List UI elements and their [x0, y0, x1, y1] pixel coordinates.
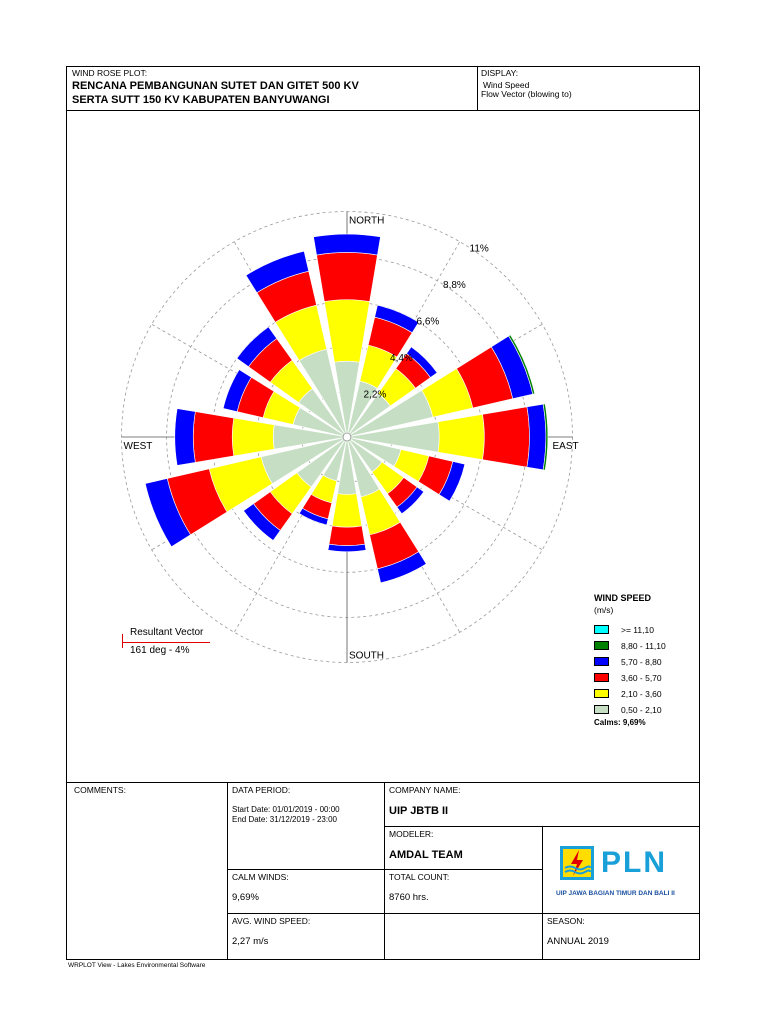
display-line2: Flow Vector (blowing to) [481, 89, 572, 99]
avg-wind-speed-value: 2,27 m/s [232, 936, 269, 947]
pln-logo-text: PLN [601, 846, 667, 879]
petal-segment [314, 234, 381, 255]
petal-segment [332, 494, 362, 528]
legend-label: >= 11,10 [621, 625, 654, 635]
company-label: COMPANY NAME: [389, 785, 461, 795]
ring-label: 2,2% [363, 389, 387, 401]
plot-label: WIND ROSE PLOT: [72, 68, 148, 78]
resultant-label: Resultant Vector [130, 627, 204, 638]
legend-swatch [594, 705, 609, 714]
legend-label: 0,50 - 2,10 [621, 705, 662, 715]
modeler-label: MODELER: [389, 829, 434, 839]
data-period-label: DATA PERIOD: [232, 785, 291, 795]
info-col1 [227, 782, 228, 960]
west-label: WEST [123, 441, 153, 452]
calm-winds-value: 9,69% [232, 892, 259, 903]
pln-logo-emblem [560, 846, 594, 880]
legend-swatch [594, 625, 609, 634]
info-col2 [384, 782, 385, 960]
petal-segment [175, 409, 196, 466]
calms-label: Calms: 9,69% [594, 718, 646, 727]
petal-segment [317, 253, 378, 302]
petal-segment [193, 412, 234, 463]
north-label: NORTH [349, 215, 385, 227]
season-value: ANNUAL 2019 [547, 936, 609, 947]
info-col3 [542, 826, 543, 960]
legend-unit: (m/s) [594, 605, 614, 615]
modeler-value: AMDAL TEAM [389, 849, 463, 861]
resultant-line [122, 642, 210, 643]
ring-label: 8,8% [443, 280, 466, 292]
display-line1: Wind Speed [483, 80, 530, 90]
pln-logo-subtitle: UIP JAWA BAGIAN TIMUR DAN BALI II [556, 890, 675, 897]
info-top-divider [66, 782, 700, 783]
display-label: DISPLAY: [481, 68, 519, 78]
legend-swatch [594, 673, 609, 682]
legend-label: 3,60 - 5,70 [621, 673, 662, 683]
calm-winds-label: CALM WINDS: [232, 872, 289, 882]
comments-label: COMMENTS: [74, 785, 126, 795]
avg-wind-speed-label: AVG. WIND SPEED: [232, 916, 311, 926]
total-count-value: 8760 hrs. [389, 892, 429, 903]
south-label: SOUTH [349, 650, 384, 662]
legend-swatch [594, 641, 609, 650]
legend-swatch [594, 657, 609, 666]
info-row2b [384, 869, 542, 870]
legend-label: 2,10 - 3,60 [621, 689, 662, 699]
petal-segment [527, 404, 546, 470]
start-date: Start Date: 01/01/2019 - 00:00 [232, 805, 340, 814]
plot-title-line1: RENCANA PEMBANGUNAN SUTET DAN GITET 500 KV [72, 80, 359, 92]
petal-segment [324, 300, 369, 363]
ring-label: 11% [469, 243, 489, 255]
footer-credit: WRPLOT View - Lakes Environmental Software [68, 962, 206, 969]
end-date: End Date: 31/12/2019 - 23:00 [232, 815, 337, 824]
ring-label: 6,6% [416, 316, 440, 328]
pln-logo [554, 838, 696, 904]
legend-label: 8,80 - 11,10 [621, 641, 666, 651]
resultant-value: 161 deg - 4% [130, 645, 190, 656]
east-label: EAST [552, 441, 579, 452]
info-row2a [227, 869, 385, 870]
legend-label: 5,70 - 8,80 [621, 657, 662, 667]
ring-label: 4,4% [390, 353, 413, 365]
company-value: UIP JBTB II [389, 805, 449, 817]
petal-segment [329, 526, 365, 546]
resultant-tick [122, 634, 123, 648]
petal-segment [438, 414, 484, 459]
legend-swatch [594, 689, 609, 698]
season-label: SEASON: [547, 916, 585, 926]
petal-segment [482, 407, 529, 467]
info-row3 [227, 913, 700, 914]
total-count-label: TOTAL COUNT: [389, 872, 450, 882]
center-dot [343, 433, 351, 441]
legend-title: WIND SPEED [594, 593, 652, 603]
petal-segment [232, 418, 274, 456]
plot-title-line2: SERTA SUTT 150 KV KABUPATEN BANYUWANGI [72, 94, 330, 106]
info-row1 [384, 826, 700, 827]
